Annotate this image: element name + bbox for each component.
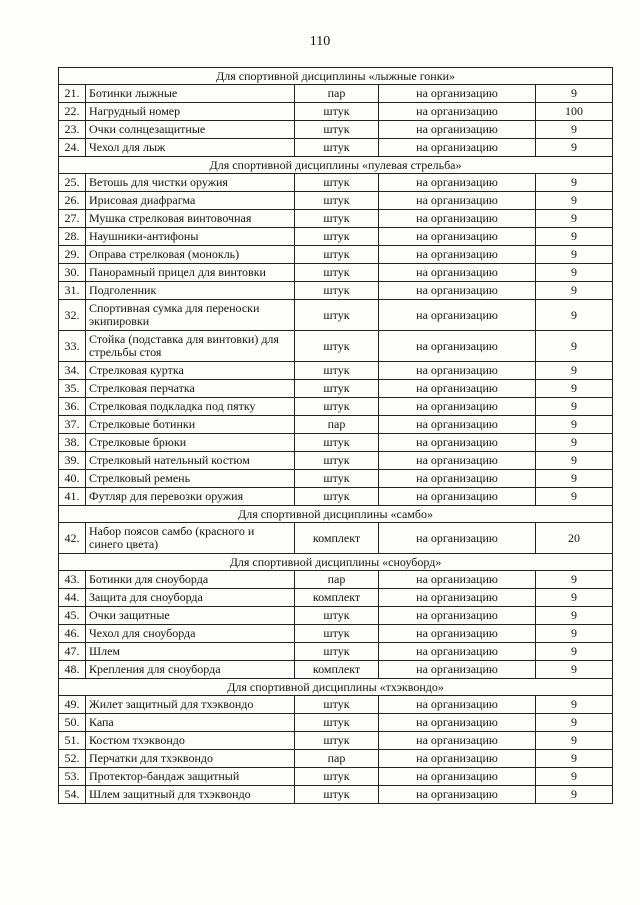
item-name: Ботинки лыжные <box>86 85 295 103</box>
equipment-table <box>58 67 613 804</box>
row-number: 38. <box>59 434 86 452</box>
item-name: Ирисовая диафрагма <box>86 192 295 210</box>
equipment-table-body <box>59 68 613 804</box>
table-row <box>59 786 613 804</box>
table-row <box>59 380 613 398</box>
unit-of-measure: штук <box>295 174 379 192</box>
unit-of-measure: штук <box>295 210 379 228</box>
quantity: 9 <box>536 470 613 488</box>
row-number: 21. <box>59 85 86 103</box>
unit-of-measure: штук <box>295 282 379 300</box>
unit-of-measure: штук <box>295 714 379 732</box>
row-number: 34. <box>59 362 86 380</box>
table-row <box>59 607 613 625</box>
calculation-basis: на организацию <box>379 121 536 139</box>
section-header-row <box>59 679 613 696</box>
calculation-basis: на организацию <box>379 589 536 607</box>
unit-of-measure: штук <box>295 331 379 362</box>
unit-of-measure: штук <box>295 643 379 661</box>
section-title: Для спортивной дисциплины «тхэквондо» <box>59 679 613 696</box>
unit-of-measure: штук <box>295 434 379 452</box>
item-name: Футляр для перевозки оружия <box>86 488 295 506</box>
quantity: 9 <box>536 264 613 282</box>
row-number: 35. <box>59 380 86 398</box>
page-number: 110 <box>309 34 331 49</box>
table-row <box>59 416 613 434</box>
quantity: 9 <box>536 732 613 750</box>
table-row <box>59 452 613 470</box>
row-number: 42. <box>59 523 86 554</box>
calculation-basis: на организацию <box>379 714 536 732</box>
calculation-basis: на организацию <box>379 282 536 300</box>
section-title: Для спортивной дисциплины «сноуборд» <box>59 554 613 571</box>
row-number: 37. <box>59 416 86 434</box>
quantity: 9 <box>536 121 613 139</box>
calculation-basis: на организацию <box>379 300 536 331</box>
calculation-basis: на организацию <box>379 416 536 434</box>
row-number: 32. <box>59 300 86 331</box>
row-number: 25. <box>59 174 86 192</box>
quantity: 9 <box>536 488 613 506</box>
item-name: Чехол для сноуборда <box>86 625 295 643</box>
calculation-basis: на организацию <box>379 174 536 192</box>
table-row <box>59 571 613 589</box>
table-row <box>59 139 613 157</box>
quantity: 9 <box>536 139 613 157</box>
calculation-basis: на организацию <box>379 362 536 380</box>
item-name: Оправа стрелковая (монокль) <box>86 246 295 264</box>
table-row <box>59 121 613 139</box>
unit-of-measure: штук <box>295 625 379 643</box>
table-row <box>59 282 613 300</box>
unit-of-measure: комплект <box>295 523 379 554</box>
calculation-basis: на организацию <box>379 434 536 452</box>
row-number: 47. <box>59 643 86 661</box>
row-number: 50. <box>59 714 86 732</box>
unit-of-measure: штук <box>295 768 379 786</box>
unit-of-measure: пар <box>295 85 379 103</box>
unit-of-measure: штук <box>295 452 379 470</box>
item-name: Стрелковые брюки <box>86 434 295 452</box>
row-number: 45. <box>59 607 86 625</box>
row-number: 29. <box>59 246 86 264</box>
row-number: 26. <box>59 192 86 210</box>
calculation-basis: на организацию <box>379 380 536 398</box>
table-row <box>59 174 613 192</box>
item-name: Набор поясов самбо (красного и синего цвета) <box>86 523 295 554</box>
quantity: 9 <box>536 786 613 804</box>
item-name: Мушка стрелковая винтовочная <box>86 210 295 228</box>
item-name: Стойка (подставка для винтовки) для стрельбы стоя <box>86 331 295 362</box>
unit-of-measure: пар <box>295 416 379 434</box>
calculation-basis: на организацию <box>379 470 536 488</box>
unit-of-measure: комплект <box>295 661 379 679</box>
item-name: Шлем защитный для тхэквондо <box>86 786 295 804</box>
quantity: 9 <box>536 362 613 380</box>
item-name: Стрелковая перчатка <box>86 380 295 398</box>
item-name: Протектор-бандаж защитный <box>86 768 295 786</box>
item-name: Стрелковая подкладка под пятку <box>86 398 295 416</box>
quantity: 9 <box>536 246 613 264</box>
row-number: 22. <box>59 103 86 121</box>
table-row <box>59 643 613 661</box>
quantity: 9 <box>536 210 613 228</box>
quantity: 9 <box>536 398 613 416</box>
calculation-basis: на организацию <box>379 768 536 786</box>
calculation-basis: на организацию <box>379 228 536 246</box>
quantity: 9 <box>536 380 613 398</box>
item-name: Ботинки для сноуборда <box>86 571 295 589</box>
quantity: 9 <box>536 228 613 246</box>
calculation-basis: на организацию <box>379 246 536 264</box>
item-name: Спортивная сумка для переноски экипировки <box>86 300 295 331</box>
row-number: 24. <box>59 139 86 157</box>
table-row <box>59 210 613 228</box>
table-row <box>59 192 613 210</box>
item-name: Стрелковый нательный костюм <box>86 452 295 470</box>
quantity: 100 <box>536 103 613 121</box>
unit-of-measure: штук <box>295 488 379 506</box>
calculation-basis: на организацию <box>379 696 536 714</box>
item-name: Стрелковый ремень <box>86 470 295 488</box>
item-name: Наушники-антифоны <box>86 228 295 246</box>
table-row <box>59 625 613 643</box>
calculation-basis: на организацию <box>379 607 536 625</box>
item-name: Нагрудный номер <box>86 103 295 121</box>
row-number: 36. <box>59 398 86 416</box>
unit-of-measure: пар <box>295 750 379 768</box>
row-number: 39. <box>59 452 86 470</box>
row-number: 44. <box>59 589 86 607</box>
table-row <box>59 103 613 121</box>
quantity: 9 <box>536 625 613 643</box>
calculation-basis: на организацию <box>379 786 536 804</box>
table-row <box>59 300 613 331</box>
unit-of-measure: штук <box>295 732 379 750</box>
calculation-basis: на организацию <box>379 85 536 103</box>
section-header-row <box>59 68 613 85</box>
row-number: 48. <box>59 661 86 679</box>
table-row <box>59 523 613 554</box>
unit-of-measure: штук <box>295 398 379 416</box>
quantity: 9 <box>536 607 613 625</box>
table-row <box>59 264 613 282</box>
calculation-basis: на организацию <box>379 750 536 768</box>
unit-of-measure: штук <box>295 264 379 282</box>
unit-of-measure: штук <box>295 696 379 714</box>
row-number: 54. <box>59 786 86 804</box>
unit-of-measure: штук <box>295 121 379 139</box>
unit-of-measure: штук <box>295 362 379 380</box>
unit-of-measure: штук <box>295 380 379 398</box>
item-name: Очки солнцезащитные <box>86 121 295 139</box>
item-name: Капа <box>86 714 295 732</box>
item-name: Шлем <box>86 643 295 661</box>
unit-of-measure: штук <box>295 300 379 331</box>
quantity: 9 <box>536 416 613 434</box>
table-row <box>59 362 613 380</box>
table-row <box>59 750 613 768</box>
row-number: 52. <box>59 750 86 768</box>
calculation-basis: на организацию <box>379 398 536 416</box>
row-number: 30. <box>59 264 86 282</box>
unit-of-measure: штук <box>295 103 379 121</box>
calculation-basis: на организацию <box>379 210 536 228</box>
table-row <box>59 488 613 506</box>
table-row <box>59 714 613 732</box>
table-row <box>59 85 613 103</box>
calculation-basis: на организацию <box>379 732 536 750</box>
row-number: 27. <box>59 210 86 228</box>
item-name: Ветошь для чистки оружия <box>86 174 295 192</box>
row-number: 49. <box>59 696 86 714</box>
item-name: Чехол для лыж <box>86 139 295 157</box>
unit-of-measure: штук <box>295 246 379 264</box>
row-number: 23. <box>59 121 86 139</box>
quantity: 9 <box>536 661 613 679</box>
unit-of-measure: штук <box>295 139 379 157</box>
table-row <box>59 246 613 264</box>
calculation-basis: на организацию <box>379 661 536 679</box>
quantity: 9 <box>536 589 613 607</box>
unit-of-measure: штук <box>295 607 379 625</box>
calculation-basis: на организацию <box>379 625 536 643</box>
quantity: 9 <box>536 643 613 661</box>
table-row <box>59 434 613 452</box>
calculation-basis: на организацию <box>379 192 536 210</box>
quantity: 9 <box>536 696 613 714</box>
quantity: 9 <box>536 750 613 768</box>
quantity: 9 <box>536 174 613 192</box>
quantity: 9 <box>536 452 613 470</box>
table-row <box>59 470 613 488</box>
unit-of-measure: штук <box>295 470 379 488</box>
row-number: 31. <box>59 282 86 300</box>
table-row <box>59 768 613 786</box>
section-title: Для спортивной дисциплины «пулевая стрельба» <box>59 157 613 174</box>
table-row <box>59 732 613 750</box>
row-number: 51. <box>59 732 86 750</box>
unit-of-measure: штук <box>295 228 379 246</box>
calculation-basis: на организацию <box>379 331 536 362</box>
item-name: Подголенник <box>86 282 295 300</box>
section-header-row <box>59 506 613 523</box>
calculation-basis: на организацию <box>379 103 536 121</box>
item-name: Очки защитные <box>86 607 295 625</box>
item-name: Костюм тхэквондо <box>86 732 295 750</box>
calculation-basis: на организацию <box>379 488 536 506</box>
quantity: 9 <box>536 85 613 103</box>
row-number: 46. <box>59 625 86 643</box>
calculation-basis: на организацию <box>379 643 536 661</box>
table-row <box>59 398 613 416</box>
unit-of-measure: пар <box>295 571 379 589</box>
unit-of-measure: штук <box>295 786 379 804</box>
quantity: 20 <box>536 523 613 554</box>
table-row <box>59 228 613 246</box>
quantity: 9 <box>536 300 613 331</box>
quantity: 9 <box>536 714 613 732</box>
quantity: 9 <box>536 192 613 210</box>
item-name: Перчатки для тхэквондо <box>86 750 295 768</box>
quantity: 9 <box>536 571 613 589</box>
row-number: 33. <box>59 331 86 362</box>
row-number: 43. <box>59 571 86 589</box>
table-row <box>59 331 613 362</box>
item-name: Стрелковые ботинки <box>86 416 295 434</box>
section-title: Для спортивной дисциплины «самбо» <box>59 506 613 523</box>
quantity: 9 <box>536 282 613 300</box>
quantity: 9 <box>536 434 613 452</box>
table-row <box>59 661 613 679</box>
row-number: 28. <box>59 228 86 246</box>
section-header-row <box>59 157 613 174</box>
quantity: 9 <box>536 331 613 362</box>
item-name: Крепления для сноуборда <box>86 661 295 679</box>
item-name: Жилет защитный для тхэквондо <box>86 696 295 714</box>
section-title: Для спортивной дисциплины «лыжные гонки» <box>59 68 613 85</box>
table-row <box>59 696 613 714</box>
item-name: Стрелковая куртка <box>86 362 295 380</box>
table-row <box>59 589 613 607</box>
unit-of-measure: комплект <box>295 589 379 607</box>
calculation-basis: на организацию <box>379 571 536 589</box>
calculation-basis: на организацию <box>379 139 536 157</box>
calculation-basis: на организацию <box>379 264 536 282</box>
section-header-row <box>59 554 613 571</box>
row-number: 41. <box>59 488 86 506</box>
row-number: 53. <box>59 768 86 786</box>
row-number: 40. <box>59 470 86 488</box>
calculation-basis: на организацию <box>379 452 536 470</box>
item-name: Защита для сноуборда <box>86 589 295 607</box>
quantity: 9 <box>536 768 613 786</box>
calculation-basis: на организацию <box>379 523 536 554</box>
item-name: Панорамный прицел для винтовки <box>86 264 295 282</box>
unit-of-measure: штук <box>295 192 379 210</box>
